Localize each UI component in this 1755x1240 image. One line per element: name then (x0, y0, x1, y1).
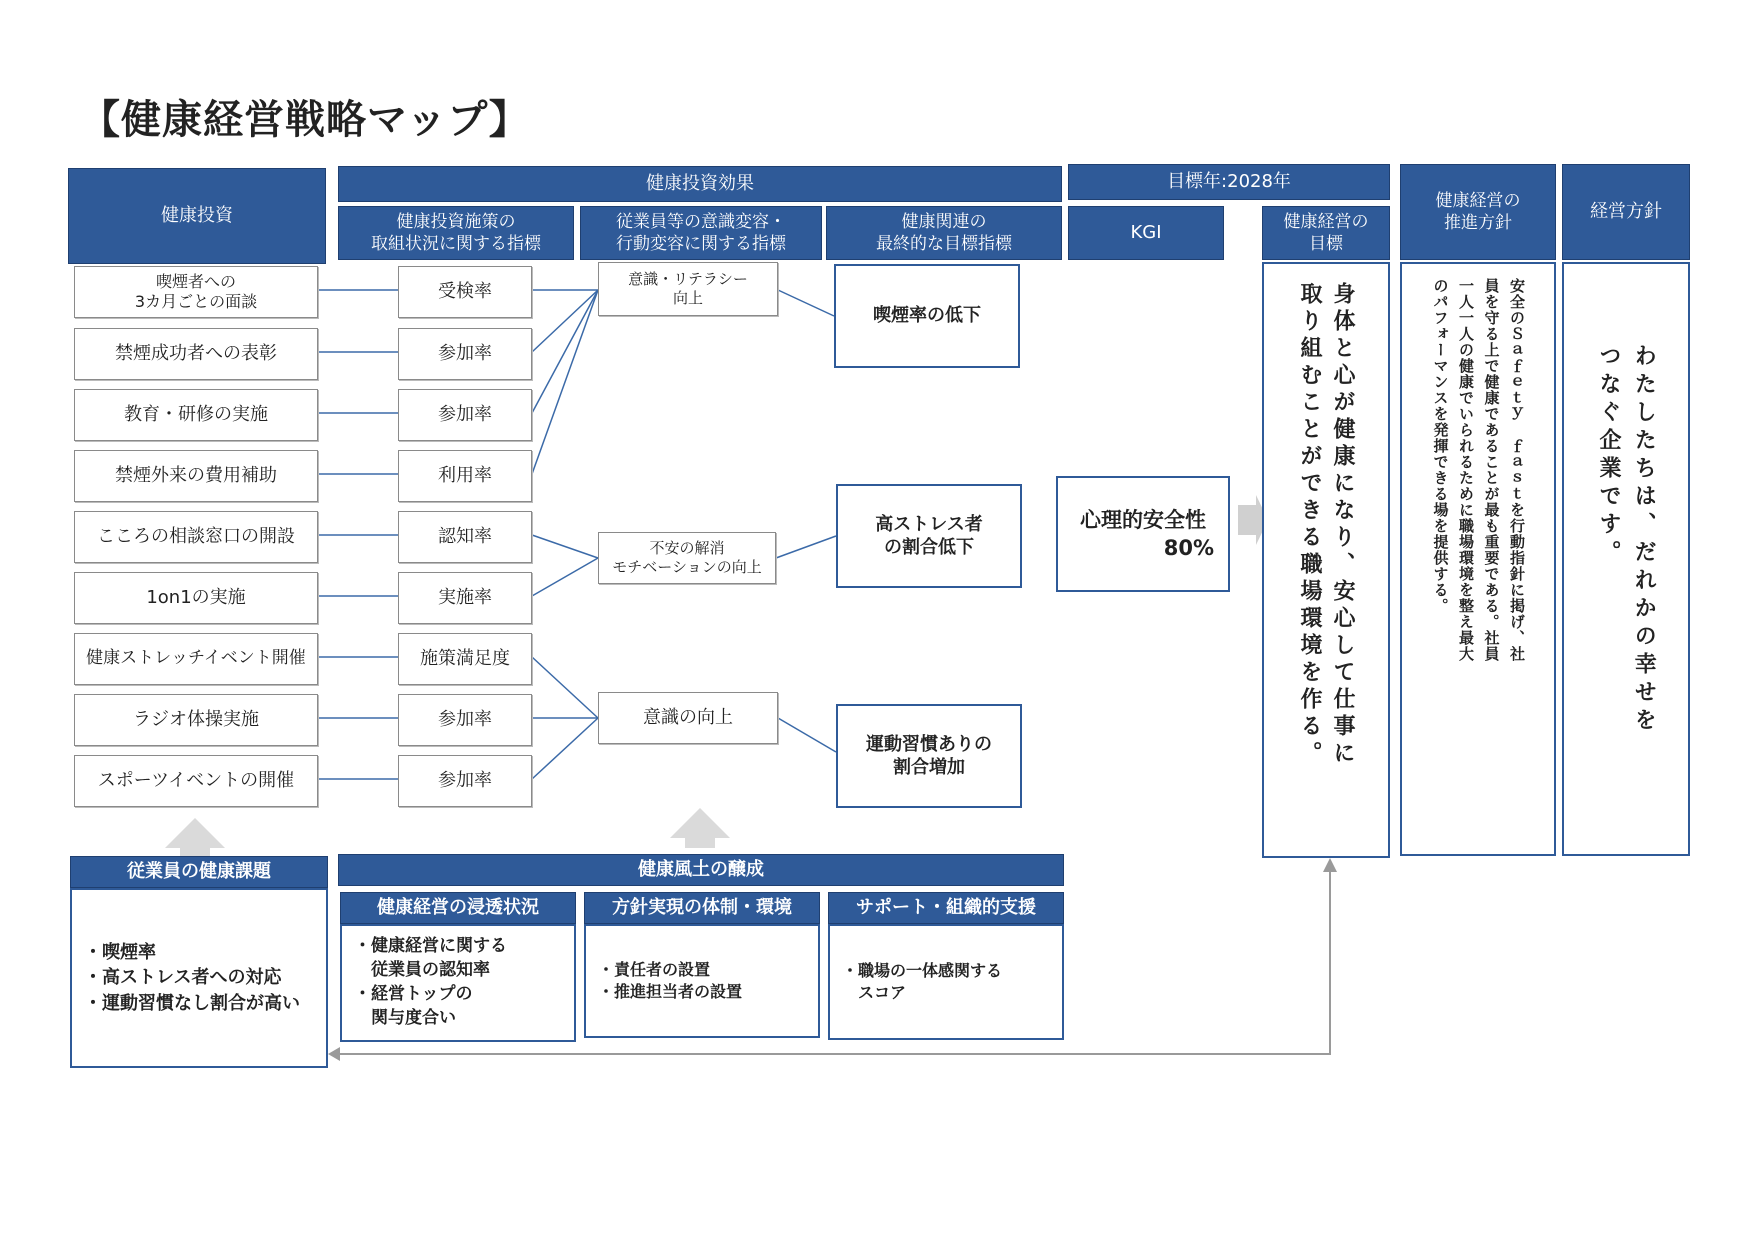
culture-item: ・推進担当者の設置 (598, 982, 743, 1001)
investment-item: ラジオ体操実施 (74, 694, 318, 746)
issue-item: ・高ストレス者への対応 (84, 967, 282, 989)
culture-col-box (828, 924, 1064, 1040)
culture-header: 健康風土の醸成 (338, 854, 1064, 886)
culture-item: ・職場の一体感関する スコア (842, 960, 1003, 1002)
indicator-item: 参加率 (398, 389, 532, 441)
indicator-item: 利用率 (398, 450, 532, 502)
header-effect: 健康投資効果 (338, 166, 1062, 202)
investment-item: 禁煙成功者への表彰 (74, 328, 318, 380)
page-title: 【健康経営戦略マップ】 (80, 97, 530, 143)
investment-item: 喫煙者への 3カ月ごとの面談 (74, 266, 318, 318)
indicator-item: 実施率 (398, 572, 532, 624)
header-investment: 健康投資 (68, 168, 326, 264)
culture-col-box (584, 924, 820, 1038)
promotion-policy-box (1400, 262, 1556, 856)
indicator-item: 参加率 (398, 755, 532, 807)
header-kgi: KGI (1068, 206, 1224, 260)
awareness-item: 意識・リテラシー 向上 (598, 262, 778, 316)
culture-item: ・経営トップの 関与度合い (354, 984, 473, 1028)
final-target-item: 高ストレス者 の割合低下 (836, 484, 1022, 588)
indicator-item: 参加率 (398, 328, 532, 380)
investment-item: スポーツイベントの開催 (74, 755, 318, 807)
issues-box (70, 888, 328, 1068)
header-promotion-policy: 健康経営の 推進方針 (1400, 164, 1556, 260)
kgi-value: 80% (1163, 536, 1214, 560)
final-target-item: 運動習慣ありの 割合増加 (836, 704, 1022, 808)
investment-item: 1on1の実施 (74, 572, 318, 624)
management-policy-box (1562, 262, 1690, 856)
culture-col-box (340, 924, 576, 1042)
issue-item: ・運動習慣なし割合が高い (84, 992, 300, 1014)
indicator-item: 参加率 (398, 694, 532, 746)
culture-item: ・健康経営に関する 従業員の認知率 (354, 936, 507, 981)
culture-col-header: 方針実現の体制・環境 (584, 892, 820, 924)
header-goal: 健康経営の 目標 (1262, 206, 1390, 260)
investment-item: こころの相談窓口の開設 (74, 511, 318, 563)
culture-item: ・責任者の設置 (598, 959, 711, 979)
indicator-item: 受検率 (398, 266, 532, 318)
header-management-policy: 経営方針 (1562, 164, 1690, 260)
goal-box (1262, 262, 1390, 858)
indicator-item: 認知率 (398, 511, 532, 563)
kgi-box (1056, 476, 1230, 592)
management-policy-text: わたしたちは、だれかの幸せを つなぐ企業です。 (1596, 344, 1657, 736)
final-target-item: 喫煙率の低下 (834, 264, 1020, 368)
awareness-item: 意識の向上 (598, 692, 778, 744)
header-target-year: 目標年:2028年 (1068, 164, 1390, 200)
issues-header: 従業員の健康課題 (70, 856, 328, 888)
goal-text: 身体と心が健康になり、安心して仕事に 取り組むことができる職場環境を作る。 (1297, 282, 1355, 768)
kgi-label: 心理的安全性 (1080, 507, 1206, 532)
header-sub-indicators: 健康投資施策の 取組状況に関する指標 (338, 206, 574, 260)
investment-item: 教育・研修の実施 (74, 389, 318, 441)
investment-item: 禁煙外来の費用補助 (74, 450, 318, 502)
culture-col-header: 健康経営の浸透状況 (340, 892, 576, 924)
awareness-item: 不安の解消 モチベーションの向上 (598, 532, 776, 584)
investment-item: 健康ストレッチイベント開催 (74, 633, 318, 685)
header-sub-awareness: 従業員等の意識変容・ 行動変容に関する指標 (580, 206, 822, 260)
promotion-policy-text: 安全のＳａｆｅｔｙ ｆａｓｔを行動指針に掲げ、社 員を守る上で健康であることが最も重要である。社員 一人一人の健康でいられるために職場環境を整え最大 のパフォーマンスを発揮できる場を提供する。 (1431, 278, 1526, 662)
issue-item: ・喫煙率 (84, 942, 156, 964)
indicator-item: 施策満足度 (398, 633, 532, 685)
culture-col-header: サポート・組織的支援 (828, 892, 1064, 924)
header-sub-final: 健康関連の 最終的な目標指標 (826, 206, 1062, 260)
